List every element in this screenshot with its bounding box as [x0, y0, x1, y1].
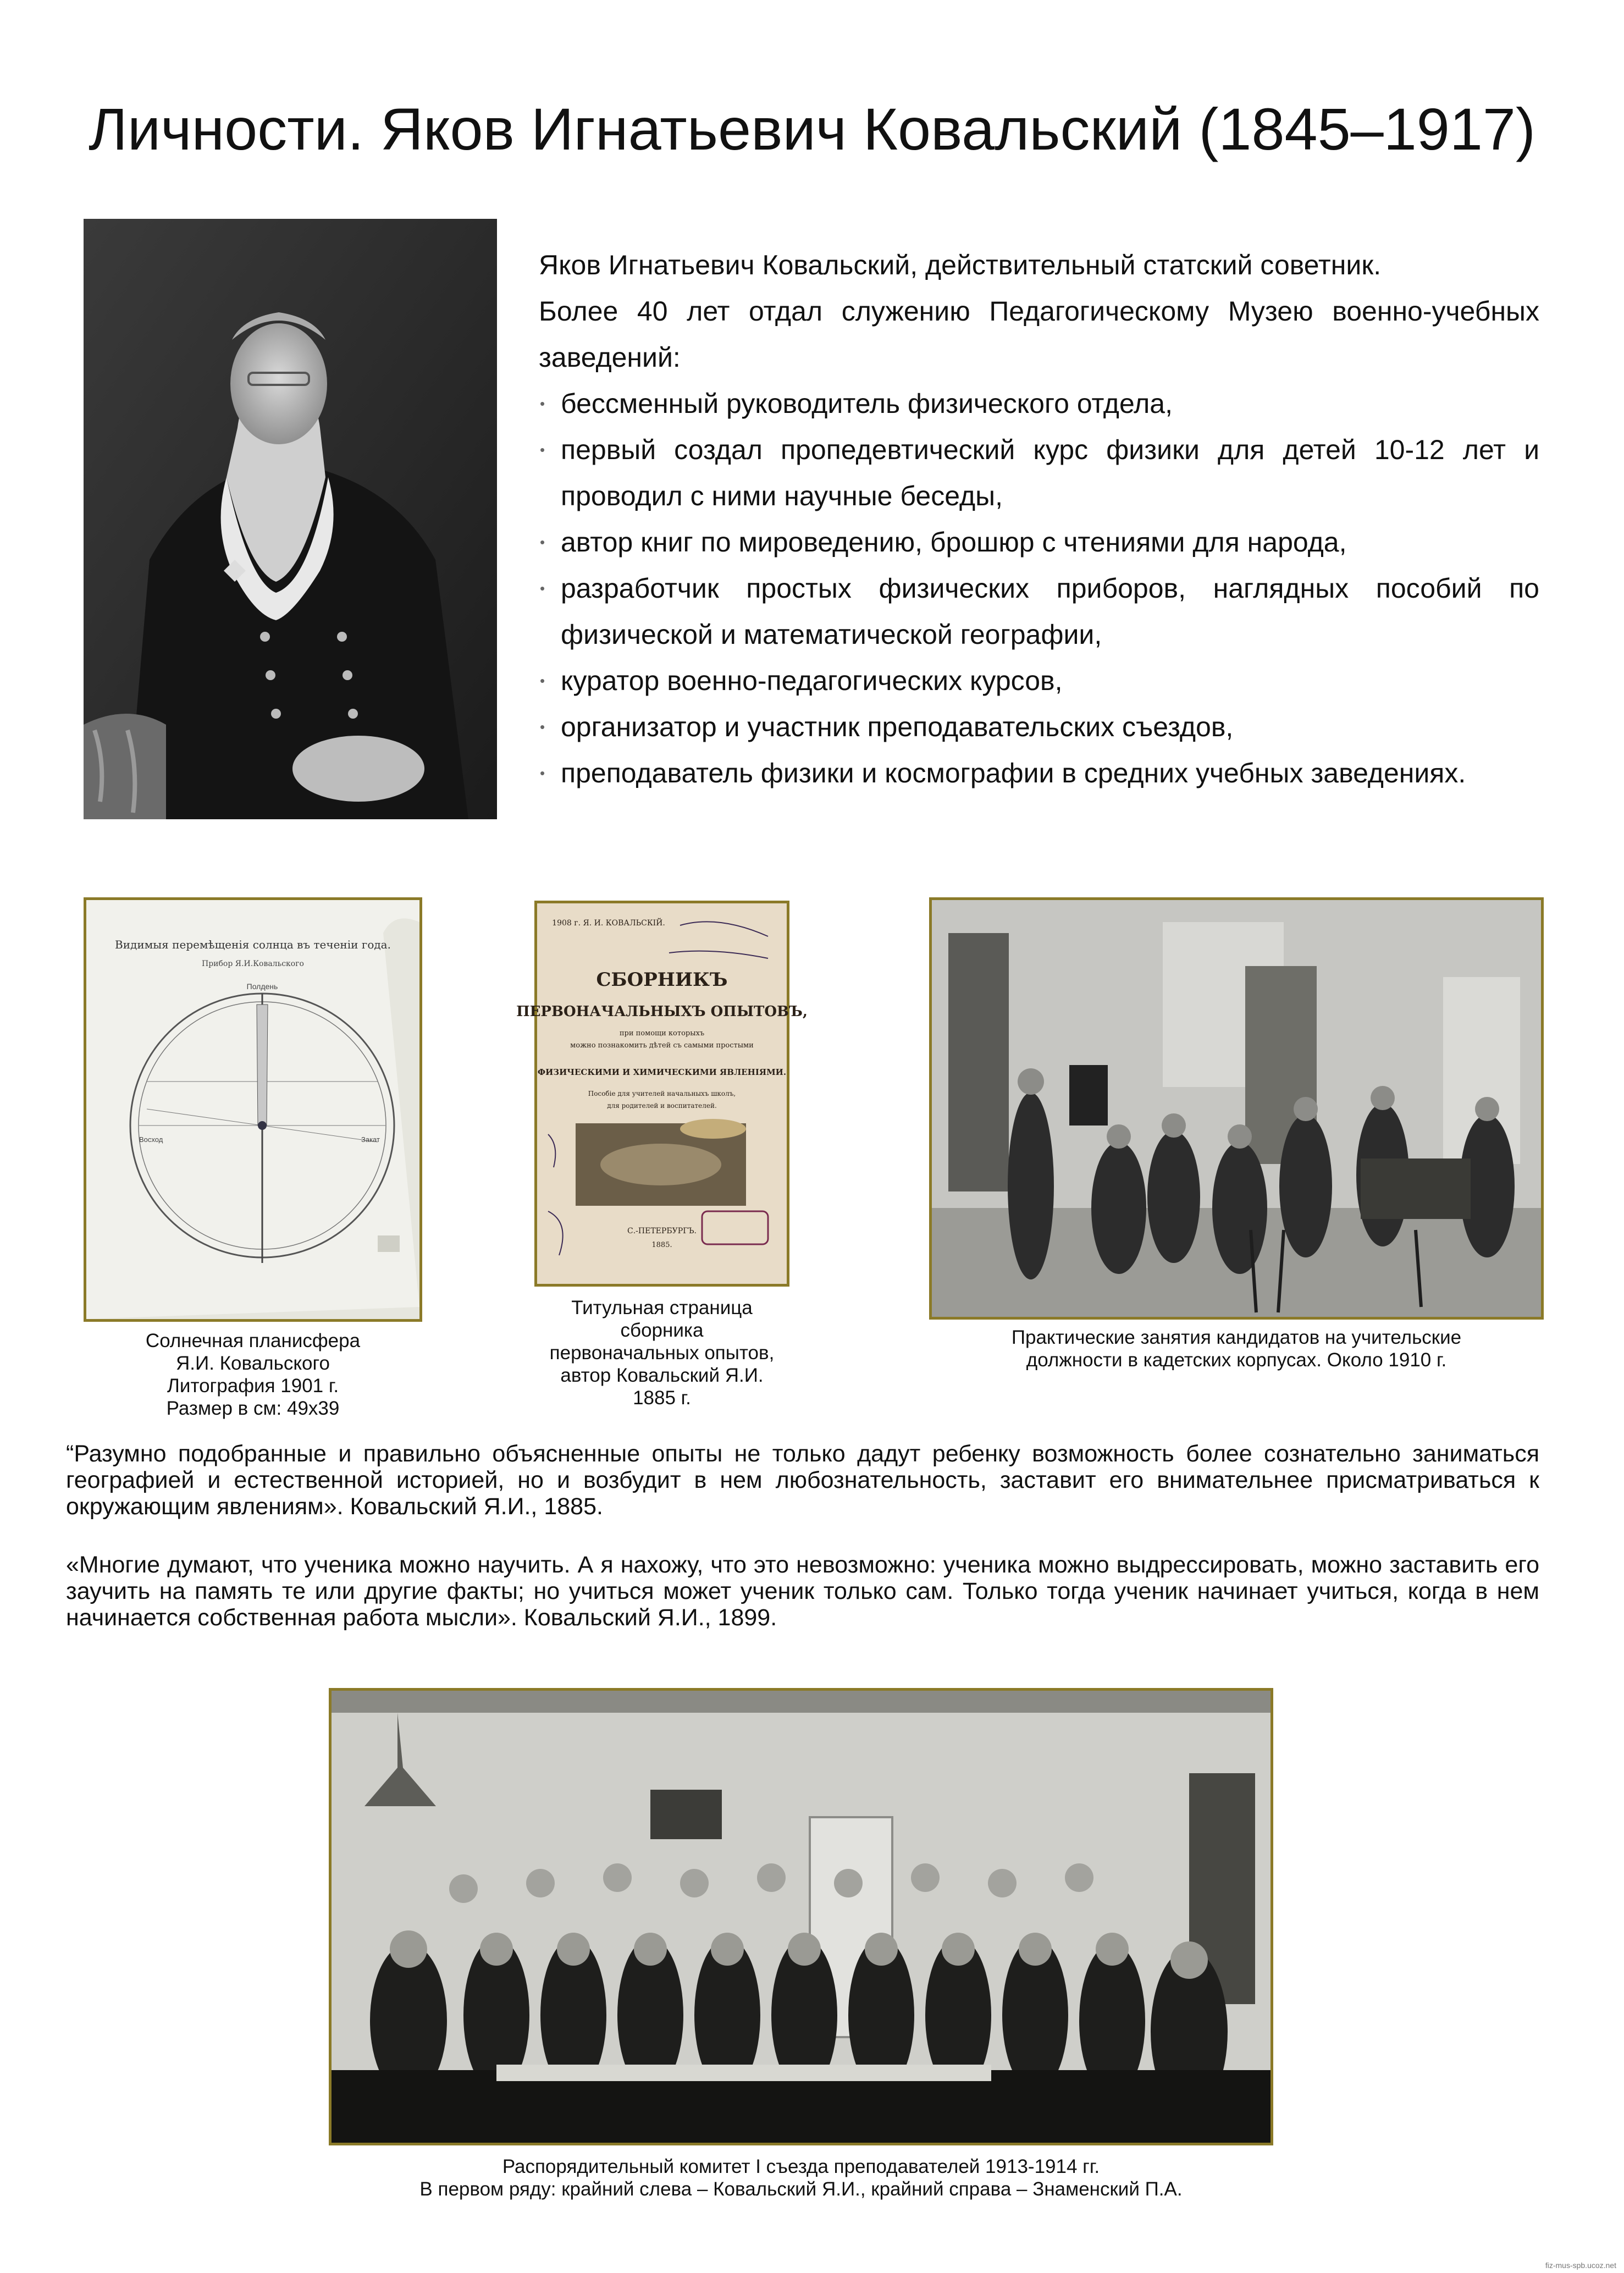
class-photo-caption: Практические занятия кандидатов на учительские должности в кадетских корпусах. Около 1910 г.: [1011, 1327, 1462, 1371]
bio-line-2: Более 40 лет отдал служению Педагогическому Музею военно-учебных заведений:: [539, 296, 1539, 373]
planisphere-right-label: Закат: [361, 1135, 380, 1144]
book-year: 1885.: [651, 1241, 672, 1249]
bio-list: [539, 380, 1539, 796]
bio-item: • организатор и участник преподавательских съездов,: [539, 704, 1539, 750]
biography: [539, 242, 1539, 796]
portrait-photo: [84, 219, 497, 819]
quote-1899: «Многие думают, что ученика можно научить. А я нахожу, что это невозможно: ученика можно выдрессировать, можно заставить его заучить на память те или другие факты; но учиться может ученик только сам. Только тогда ученик начинает учиться, когда в нем начинается собственная работа мысли». Ковальский Я.И., 1899.: [66, 1552, 1539, 1631]
planisphere-caption: Солнечная планисфера Я.И. Ковальского Литография 1901 г. Размер в см: 49х39: [145, 1330, 361, 1419]
committee-caption: Распорядительный комитет I съезда преподавателей 1913-1914 гг. В первом ряду: крайний слева – Ковальский Я.И., крайний справа – Знаменский П.А.: [419, 2156, 1183, 2200]
book-sub-5: для родителей и воспитателей.: [607, 1102, 717, 1110]
watermark: fiz-mus-spb.ucoz.net: [1545, 2261, 1616, 2270]
book-sub-3: ФИЗИЧЕСКИМИ И ХИМИЧЕСКИМИ ЯВЛЕНІЯМИ.: [537, 1067, 787, 1077]
planisphere-author: Прибор Я.И.Ковальского: [202, 959, 304, 968]
book-sub-2: можно познакомить дѣтей съ самыми простыми: [570, 1041, 754, 1050]
book-title-page-image: [516, 901, 808, 1287]
book-caption: Титульная страница сборника первоначальных опытов, автор Ковальский Я.И. 1885 г.: [549, 1297, 775, 1409]
planisphere-north-label: Полдень: [246, 982, 278, 991]
bio-item: • разработчик простых физических приборов, наглядных пособий по физической и математической географии,: [539, 565, 1539, 658]
bio-item: • первый создал пропедевтический курс физики для детей 10-12 лет и проводил с ними научные беседы,: [539, 427, 1539, 519]
planisphere-image: [84, 897, 422, 1322]
bio-line-1: Яков Игнатьевич Ковальский, действительный статский советник.: [539, 250, 1382, 280]
quote-1885: “Разумно подобранные и правильно объясненные опыты не только дадут ребенку возможность более сознательно заниматься географией и естественной историей, но и возбудит в нем любознательность, заставит его внимательнее присматриваться к окружающим явлениям». Ковальский Я.И., 1885.: [66, 1441, 1539, 1520]
bio-item: • автор книг по мироведению, брошюр с чтениями для народа,: [539, 519, 1539, 565]
book-sub-1: при помощи которыхъ: [619, 1029, 705, 1038]
bio-item: • куратор военно-педагогических курсов,: [539, 658, 1539, 704]
class-practice-photo: [929, 897, 1544, 1320]
planisphere-left-label: Восход: [139, 1135, 163, 1144]
book-sub-4: Пособіе для учителей начальныхъ школъ,: [588, 1090, 736, 1097]
book-city: С.-ПЕТЕРБУРГЪ.: [627, 1227, 697, 1235]
book-top-line: 1908 г. Я. И. КОВАЛЬСКІЙ.: [552, 919, 665, 928]
planisphere-header: Видимыя перемѣщенія солнца въ теченіи года.: [115, 938, 391, 951]
book-title-2: ПЕРВОНАЧАЛЬНЫХЪ ОПЫТОВЪ,: [516, 1003, 808, 1020]
committee-photo: [329, 1688, 1273, 2145]
bio-item: • преподаватель физики и космографии в средних учебных заведениях.: [539, 750, 1539, 796]
bio-item: • бессменный руководитель физического отдела,: [539, 380, 1539, 427]
book-title-1: СБОРНИКЪ: [596, 969, 728, 991]
page-title: Личности. Яков Игнатьевич Ковальский (1845–1917): [89, 96, 1535, 162]
